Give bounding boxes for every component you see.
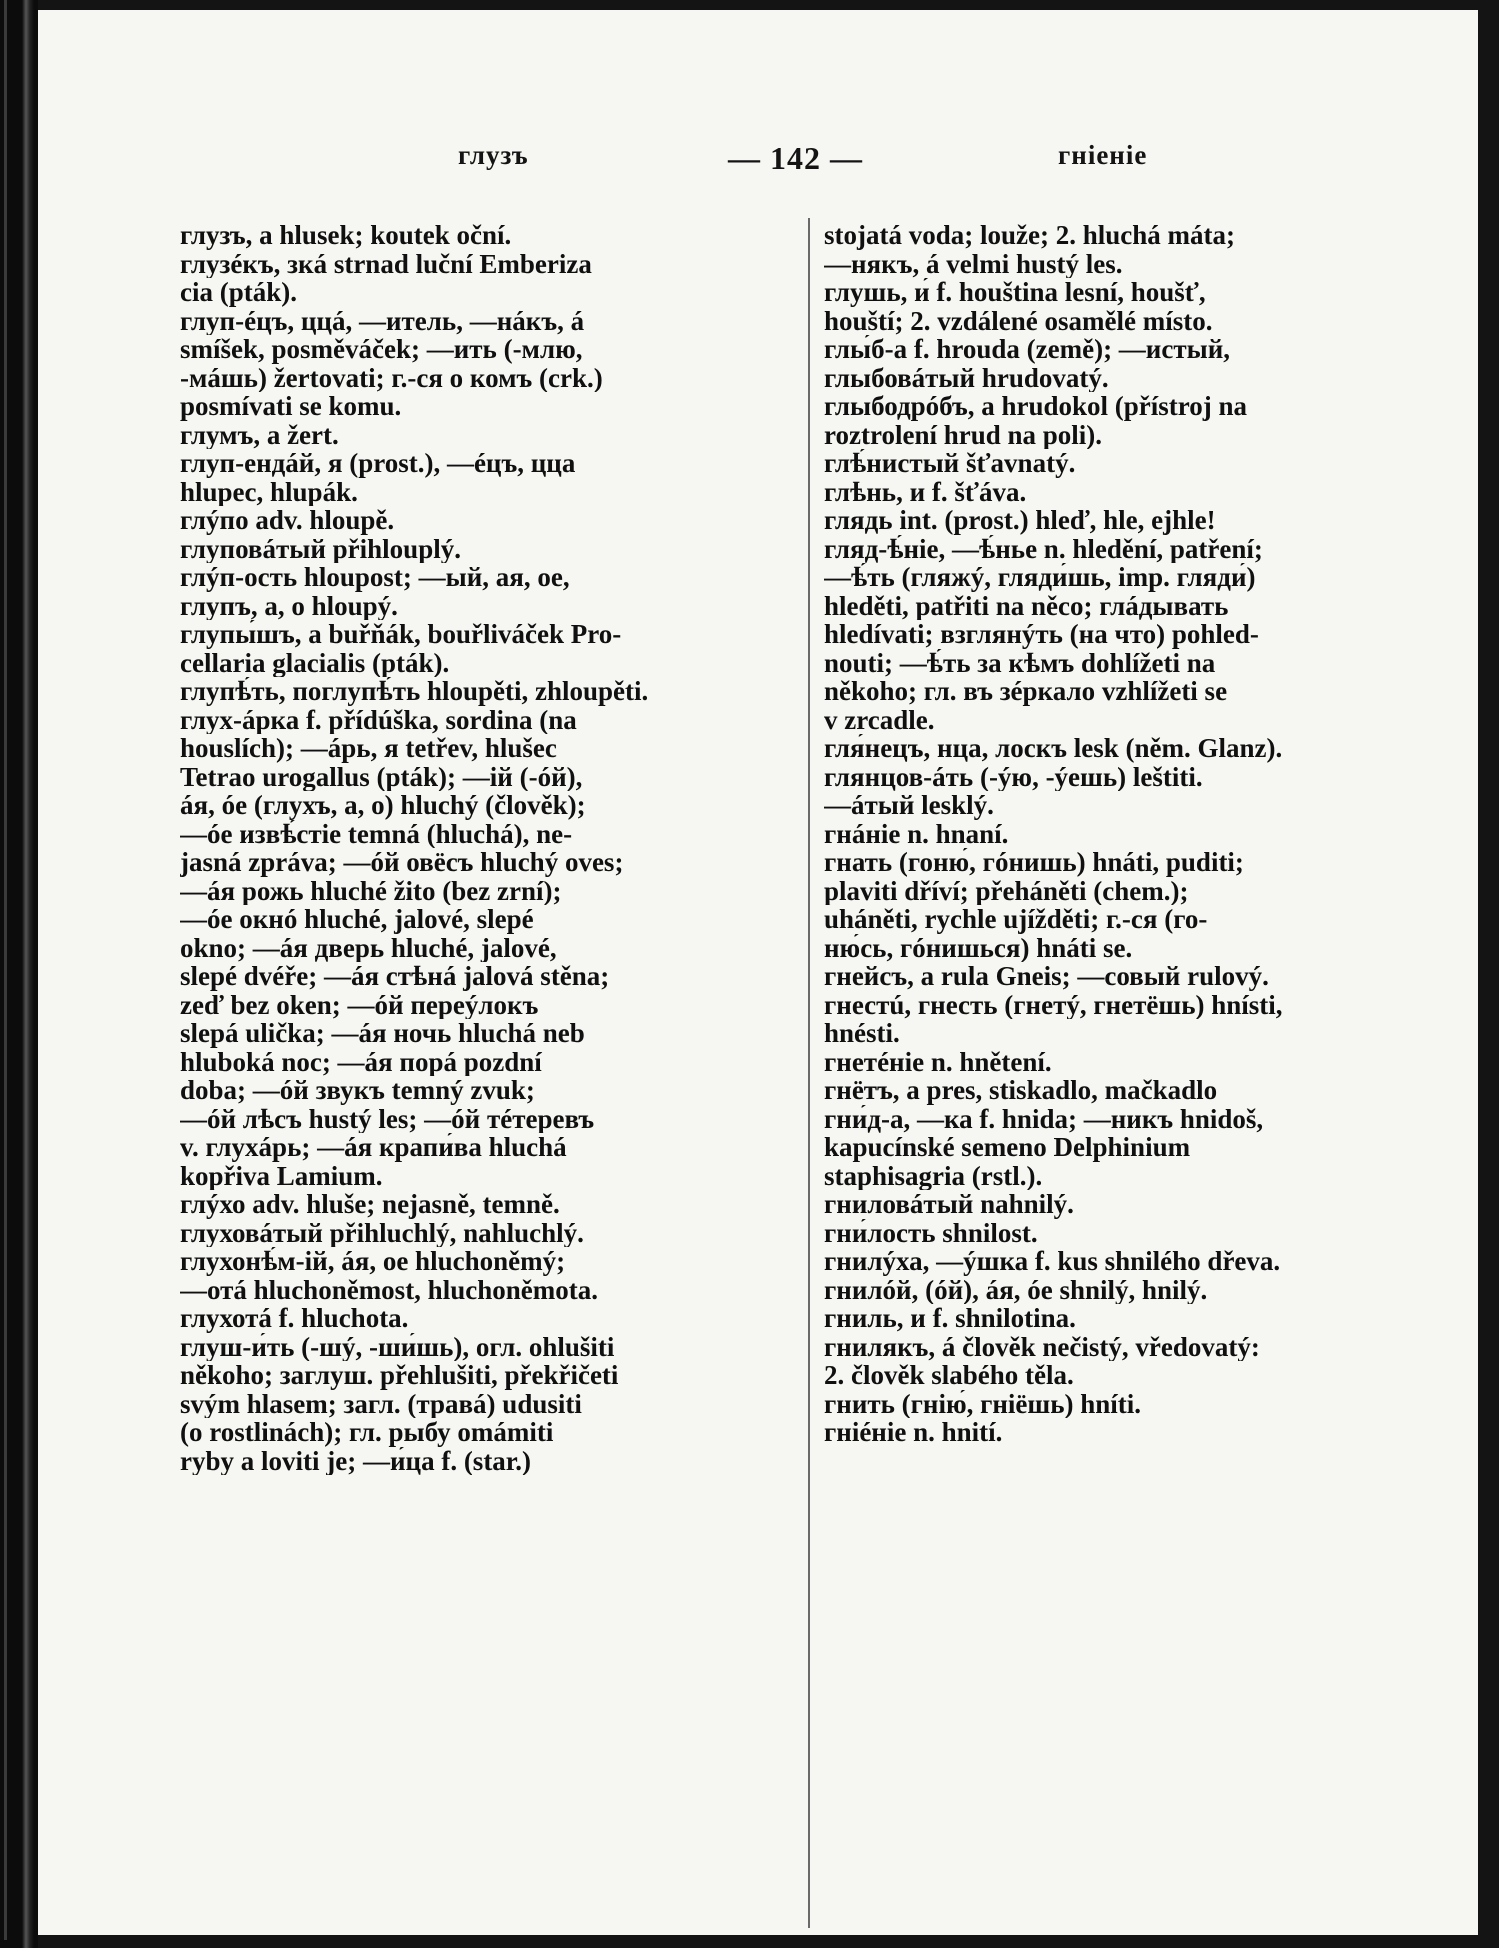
dictionary-line: гнилóй, (óй), áя, óе shnilý, hnilý. (824, 1275, 1208, 1304)
dictionary-line: někoho; заглуш. přehlušiti, překřičeti (180, 1361, 619, 1390)
dictionary-line: глупъ, а, о hloupý. (180, 591, 398, 620)
dictionary-line: гнить (гнію́, гніёшь) hníti. (824, 1389, 1141, 1418)
dictionary-line: kapucínské semeno Delphinium (824, 1133, 1191, 1162)
dictionary-line: uháněti, rychle ujížděti; г.-ся (го- (824, 905, 1208, 934)
dictionary-line: cia (pták). (180, 278, 297, 307)
page-number: — 142 — (728, 140, 863, 176)
dictionary-line: zeď bez oken; —óй переýлокъ (180, 990, 539, 1019)
dictionary-line: áя, óе (глухъ, а, о) hluchý (člověk); (180, 791, 586, 820)
dictionary-line: глѣнь, и f. šťáva. (824, 477, 1027, 506)
dictionary-line: гниловáтый nahnilý. (824, 1190, 1074, 1219)
dictionary-line: гниль, и f. shnilotina. (824, 1304, 1076, 1333)
running-head-right: гніеніе (1058, 140, 1148, 170)
dictionary-line: глухонѣ́м-ій, áя, ое hluchoněmý; (180, 1247, 566, 1276)
dictionary-line: глядь int. (prost.) hleď, hle, ejhle! (824, 506, 1216, 535)
dictionary-line: глухотá f. hluchota. (180, 1304, 409, 1333)
dictionary-line: stojatá voda; louže; 2. hluchá máta; (824, 221, 1235, 250)
column-divider (808, 218, 810, 1928)
running-head-left: глузъ (458, 140, 529, 170)
dictionary-line: —áтый lesklý. (824, 791, 994, 820)
dictionary-line: hlupec, hlupák. (180, 477, 358, 506)
dictionary-line: roztrolení hrud na poli). (824, 420, 1103, 449)
dictionary-line: v. глухáрь; —áя крапи́ва hluchá (180, 1133, 567, 1162)
dictionary-line: гнать (гоню́, гóнишь) hnáti, puditi; (824, 848, 1244, 877)
dictionary-line: -мáшь) žertovati; г.-ся о комъ (crk.) (180, 363, 603, 392)
dictionary-line: —áя рожь hluché žito (bez zrní); (180, 876, 562, 905)
dictionary-line: гни́д-а, —ка f. hnida; —никъ hnidoš, (824, 1104, 1264, 1133)
dictionary-line: глуш-и́ть (-шý, -ши́шь), огл. ohlušiti (180, 1332, 615, 1361)
dictionary-line: —някъ, á velmi hustý les. (824, 249, 1123, 278)
dictionary-line: hledívati; взглянýть (на что) pohled- (824, 620, 1259, 649)
dictionary-line: staphisagria (rstl.). (824, 1161, 1043, 1190)
dictionary-line: гнестú, гнесть (гнетý, гнетёшь) hnísti, (824, 990, 1283, 1019)
dictionary-line: глýхо adv. hluše; nejasně, temně. (180, 1190, 560, 1219)
left-column (180, 221, 778, 1475)
dictionary-line: глуповáтый přihlouplý. (180, 534, 461, 563)
dictionary-line: глýпо adv. hloupě. (180, 506, 395, 535)
dictionary-line: slepé dvéře; —áя стѣнá jalová stěna; (180, 962, 610, 991)
dictionary-line: глыбодрóбъ, а hrudokol (přístroj na (824, 392, 1248, 421)
dictionary-line: гнейсъ, а rula Gneis; —совый rulový. (824, 962, 1269, 991)
dictionary-line: —óй лѣсъ hustý les; —óй тéтеревъ (180, 1104, 595, 1133)
dictionary-line: гнилякъ, á člověk nečistý, vředovatý: (824, 1332, 1260, 1361)
dictionary-line: hnésti. (824, 1019, 900, 1048)
dictionary-line: гнетéніе n. hnětení. (824, 1047, 1052, 1076)
dictionary-line: cellaria glacialis (pták). (180, 648, 450, 677)
dictionary-line: глух-áрка f. přídúška, sordina (na (180, 705, 577, 734)
dictionary-line: глыбовáтый hrudovatý. (824, 363, 1109, 392)
binding-line (4, 0, 7, 1940)
dictionary-line: глушь, и́ f. houština lesní, houšť, (824, 278, 1206, 307)
dictionary-line: jasná zpráva; —óй овёсъ hluchý oves; (180, 848, 624, 877)
dictionary-line: kopřiva Lamium. (180, 1161, 383, 1190)
right-column (824, 221, 1432, 1447)
dictionary-line: (o rostlinách); гл. рыбу omámiti (180, 1418, 554, 1447)
dictionary-line: глумъ, а žert. (180, 420, 339, 449)
dictionary-line: глы́б-а f. hrouda (země); —истый, (824, 335, 1231, 364)
dictionary-line: глуховáтый přihluchlý, nahluchlý. (180, 1218, 584, 1247)
dictionary-line: smíšek, posměváček; —ить (-млю, (180, 335, 583, 364)
dictionary-line: okno; —áя дверь hluché, jalové, (180, 933, 557, 962)
dictionary-line: 2. člověk slabého těla. (824, 1361, 1074, 1390)
dictionary-line: —отá hluchoněmost, hluchoněmota. (180, 1275, 598, 1304)
dictionary-line: hluboká noc; —áя порá pozdní (180, 1047, 542, 1076)
dictionary-line: гніéніе n. hnití. (824, 1418, 1003, 1447)
dictionary-line: гля́нецъ, нца, лоскъ lesk (něm. Glanz). (824, 734, 1283, 763)
dictionary-line: глѣ́нистый šťavnatý. (824, 449, 1076, 478)
dictionary-line: posmívati se komu. (180, 392, 402, 421)
dictionary-line: гни́лость shnilost. (824, 1218, 1038, 1247)
dictionary-line: глýп-ость hloupost; —ый, ая, ое, (180, 563, 570, 592)
dictionary-line: глупѣ́ть, поглупѣ́ть hloupěti, zhloupěti. (180, 677, 649, 706)
dictionary-line: houslích); —áрь, я tetřev, hlušec (180, 734, 557, 763)
dictionary-line: гнилýха, —ýшка f. kus shnilého dřeva. (824, 1247, 1281, 1276)
dictionary-line: hleděti, patřiti na něco; глáдывать (824, 591, 1229, 620)
dictionary-line: глуп-ендáй, я (prost.), —éцъ, цца (180, 449, 576, 478)
dictionary-line: гнáніе n. hnaní. (824, 819, 1009, 848)
dictionary-line: někoho; гл. въ зéркало vzhlížeti se (824, 677, 1228, 706)
dictionary-line: —óе извѣ́стіе temná (hluchá), ne- (180, 819, 573, 848)
dictionary-line: глузъ, а hlusek; koutek oční. (180, 221, 512, 250)
dictionary-line: глуп-éцъ, ццá, —итель, —нáкъ, á (180, 306, 585, 335)
dictionary-line: svým hlasem; загл. (травá) udusiti (180, 1389, 582, 1418)
dictionary-line: гнётъ, а pres, stiskadlo, mačkadlo (824, 1076, 1218, 1105)
dictionary-line: nouti; —ѣ́ть за кѣмъ dohlížeti na (824, 648, 1216, 677)
dictionary-line: глянцов-áть (-ýю, -ýешь) leštiti. (824, 762, 1203, 791)
dictionary-line: v zrcadle. (824, 705, 935, 734)
dictionary-line: slepá ulička; —áя ночь hluchá neb (180, 1019, 585, 1048)
dictionary-line: —ѣ́ть (гляжý, гляди́шь, imp. гляди́) (824, 563, 1256, 592)
dictionary-line: гляд-ѣ́ніе, —ѣ́нье n. hledění, patření; (824, 534, 1263, 563)
dictionary-line: —óе окнó hluché, jalové, slepé (180, 905, 534, 934)
dictionary-line: ryby a loviti je; —и́ца f. (star.) (180, 1446, 532, 1475)
dictionary-line: Tetrao urogallus (pták); —ій (-óй), (180, 762, 583, 791)
dictionary-line: houští; 2. vzdálené osamělé místo. (824, 306, 1213, 335)
dictionary-line: plaviti dříví; přeháněti (chem.); (824, 876, 1189, 905)
scan-left-edge (0, 0, 38, 1948)
dictionary-line: doba; —óй звукъ temný zvuk; (180, 1076, 535, 1105)
dictionary-line: ню́сь, гóнишься) hnáti se. (824, 933, 1133, 962)
dictionary-line: глупы́шъ, а buřňák, bouřliváček Pro- (180, 620, 622, 649)
dictionary-line: глузéкъ, зкá strnad luční Emberiza (180, 249, 592, 278)
